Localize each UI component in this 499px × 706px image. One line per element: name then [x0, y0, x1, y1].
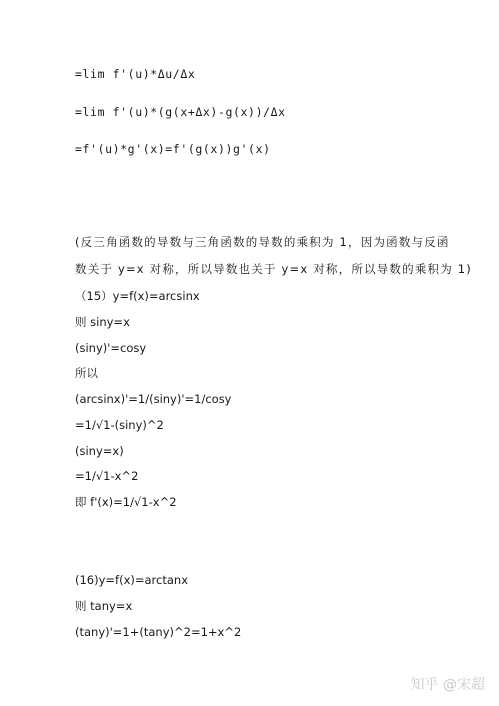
text-line: (tany)'=1+(tany)^2=1+x^2	[75, 625, 242, 639]
equation-line-1: =lim f'(u)*Δu/Δx	[75, 67, 196, 81]
text-line: =1/√1-x^2	[75, 469, 139, 483]
equation-line-2: =lim f'(u)*(g(x+Δx)-g(x))/Δx	[75, 105, 286, 119]
text-line: =1/√1-(siny)^2	[75, 418, 164, 432]
text-line: (siny=x)	[75, 444, 124, 458]
text-line: 即 f'(x)=1/√1-x^2	[75, 495, 177, 509]
text-line: (arcsinx)'=1/(siny)'=1/cosy	[75, 392, 232, 406]
section-16-heading: (16)y=f(x)=arctanx	[75, 573, 189, 587]
note-line-1: (反三角函数的导数与三角函数的导数的乘积为 1，因为函数与反函	[75, 235, 450, 249]
text-line: 则 tany=x	[75, 599, 133, 613]
text-line: (siny)'=cosy	[75, 341, 147, 355]
watermark-text: 知乎 @宋超	[410, 677, 485, 693]
text-line: 则 siny=x	[75, 315, 130, 329]
equation-line-3: =f'(u)*g'(x)=f'(g(x))g'(x)	[75, 142, 271, 156]
note-line-2: 数关于 y=x 对称，所以导数也关于 y=x 对称，所以导数的乘积为 1)	[75, 262, 472, 276]
text-line: 所以	[75, 366, 98, 380]
section-15-heading: （15）y=f(x)=arcsinx	[75, 289, 200, 303]
